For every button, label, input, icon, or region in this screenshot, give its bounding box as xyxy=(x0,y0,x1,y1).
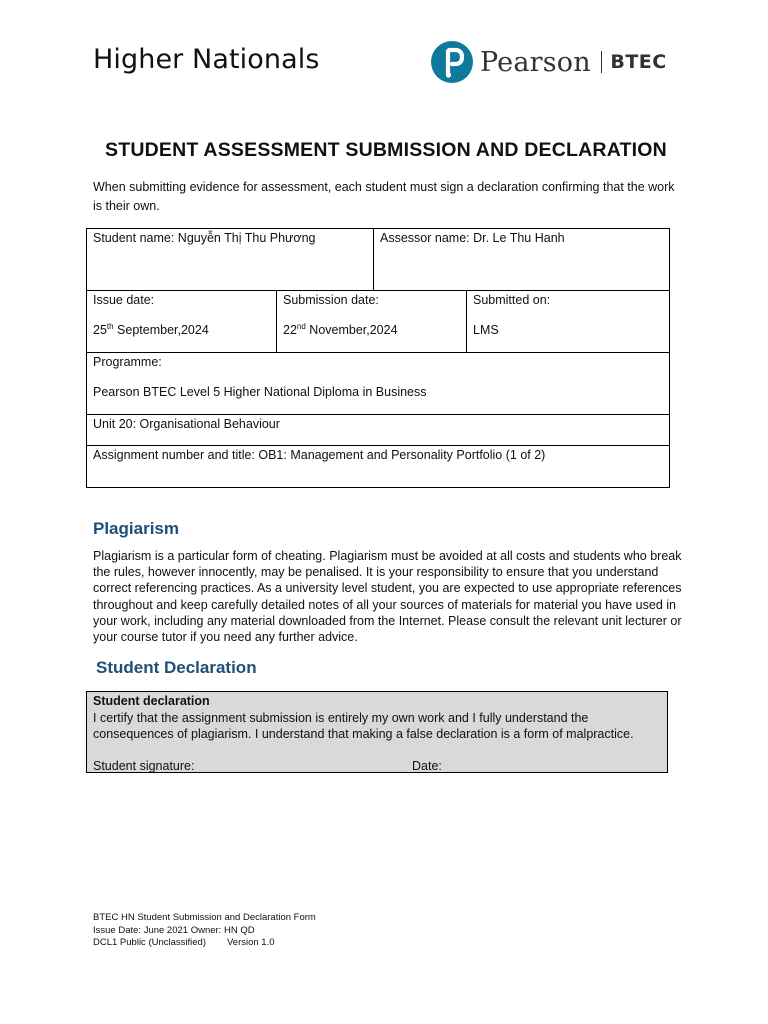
pearson-logo-icon xyxy=(431,41,473,83)
declaration-text: I certify that the assignment submission is entirely my own work and I fully understand the consequences of plagiarism. I understand that making a false declaration is a form of malpractice. xyxy=(93,711,634,741)
table-row xyxy=(87,291,669,353)
assignment-label: Assignment number and title: xyxy=(93,448,255,462)
footer-classification: DCL1 Public (Unclassified) xyxy=(93,937,206,949)
date-field[interactable]: Date: xyxy=(412,759,442,773)
plagiarism-heading: Plagiarism xyxy=(93,519,179,538)
student-name-value: Nguyễn Thị Thu Phương xyxy=(177,231,316,245)
student-name-cell xyxy=(87,229,373,290)
submitted-on-cell xyxy=(466,291,670,352)
declaration-box xyxy=(86,691,668,773)
assessor-name-value: Dr. Le Thu Hanh xyxy=(473,231,565,245)
submitted-on-label: Submitted on: xyxy=(473,293,551,307)
unit-value: Unit 20: Organisational Behaviour xyxy=(93,417,280,431)
footer-line: Issue Date: June 2021 Owner: HN QD xyxy=(93,924,255,936)
table-row xyxy=(87,415,669,446)
logo-divider xyxy=(601,51,603,73)
plagiarism-text: Plagiarism is a particular form of cheating. Plagiarism must be avoided at all costs and students who break the rules, however innocently, may be penalised. It is your responsibility to ensure that you understand correct referencing practices. As a university level student, you are expected to use appropriate references throughout and keep carefully detailed notes of all your sources of materials for material you have used in your work, including any material downloaded from the Internet. Please consult the relevant unit lecturer or your course tutor if you need any further advice. xyxy=(93,549,682,645)
assignment-cell xyxy=(87,446,669,488)
btec-wordmark: BTEC xyxy=(610,51,667,73)
assessor-name-cell xyxy=(373,229,670,290)
declaration-box-title: Student declaration xyxy=(93,694,210,708)
issue-date-label: Issue date: xyxy=(93,293,155,307)
student-signature-field[interactable]: Student signature: xyxy=(93,759,195,773)
pearson-btec-logo xyxy=(431,39,667,85)
page-footer xyxy=(93,912,316,950)
intro-text: When submitting evidence for assessment, each student must sign a declaration confirming that the work is their own. xyxy=(93,180,675,213)
submission-date-value: 22nd November,2024 xyxy=(283,321,398,337)
submission-info-table xyxy=(86,228,670,488)
submission-date-label: Submission date: xyxy=(283,293,379,307)
programme-cell xyxy=(87,353,669,414)
submitted-on-value: LMS xyxy=(473,323,499,337)
assessor-name-label: Assessor name: xyxy=(380,231,470,245)
form-title: STUDENT ASSESSMENT SUBMISSION AND DECLARATION xyxy=(105,139,667,161)
page-header-title: Higher Nationals xyxy=(93,44,320,75)
programme-label: Programme: xyxy=(93,355,162,369)
table-row xyxy=(87,353,669,415)
assignment-value: OB1: Management and Personality Portfolio (1 of 2) xyxy=(258,448,546,462)
programme-value: Pearson BTEC Level 5 Higher National Diploma in Business xyxy=(93,385,427,399)
footer-version: Version 1.0 xyxy=(226,937,275,949)
pearson-wordmark: Pearson xyxy=(480,46,591,78)
footer-line xyxy=(93,937,316,950)
table-row xyxy=(87,446,669,488)
unit-cell xyxy=(87,415,669,445)
footer-line: BTEC HN Student Submission and Declaration Form xyxy=(93,912,316,923)
issue-date-value: 25th September,2024 xyxy=(93,321,209,337)
table-row xyxy=(87,229,669,291)
student-name-label: Student name: xyxy=(93,231,175,245)
declaration-heading: Student Declaration xyxy=(96,658,257,677)
submission-date-cell xyxy=(276,291,466,352)
issue-date-cell xyxy=(87,291,276,352)
